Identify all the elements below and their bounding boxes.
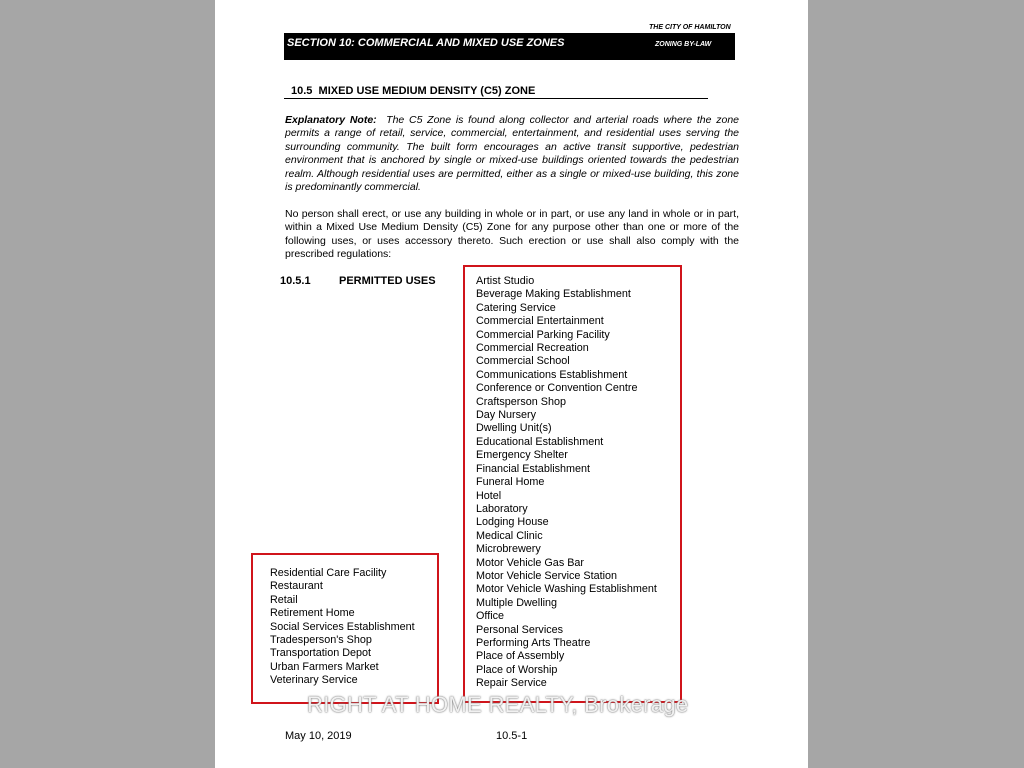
permitted-use-item: Beverage Making Establishment [476,288,631,301]
permitted-use-item: Place of Worship [476,663,558,676]
permitted-use-item: Craftsperson Shop [476,395,567,408]
permitted-use-item: Commercial Parking Facility [476,328,610,341]
zone-number: 10.5 [291,85,313,97]
permitted-use-item: Performing Arts Theatre [476,636,591,649]
zone-heading [291,85,535,97]
permitted-use-item: Social Services Establishment [270,620,415,633]
permitted-use-item: Motor Vehicle Washing Establishment [476,583,657,596]
permitted-use-item: Personal Services [476,623,564,636]
city-label: THE CITY OF HAMILTON [649,24,731,31]
permitted-uses-list-left [270,567,415,688]
permitted-use-item: Educational Establishment [476,435,604,448]
permitted-use-item: Retail [270,593,298,606]
permitted-use-item: Lodging House [476,516,549,529]
zone-heading-underline [284,98,708,99]
explanatory-label: Explanatory Note: [285,114,377,126]
permitted-use-item: Communications Establishment [476,368,628,381]
section-title: SECTION 10: COMMERCIAL AND MIXED USE ZONES [287,37,565,49]
zone-title: MIXED USE MEDIUM DENSITY (C5) ZONE [318,85,536,97]
permitted-use-item: Tradesperson's Shop [270,634,372,647]
permitted-use-item: Multiple Dwelling [476,596,558,609]
permitted-use-item: Conference or Convention Centre [476,382,638,395]
permitted-use-item: Veterinary Service [270,674,358,687]
permitted-use-item: Funeral Home [476,476,545,489]
bylaw-label: ZONING BY-LAW [655,41,712,48]
permitted-uses-list-right [476,275,657,691]
section-header-bar [284,33,735,60]
regulation-paragraph: No person shall erect, or use any building in whole or in part, or use any land in whole or in part, within a Mixed Use Medium Density (C5) Zone for any purpose other than one or more of the following uses, or uses accessory thereto. Such erection or use shall also comply with the prescribed regulations: [285,208,739,261]
footer-page-number: 10.5-1 [496,730,528,742]
permitted-use-item: Retirement Home [270,607,355,620]
permitted-use-item: Urban Farmers Market [270,660,379,673]
permitted-use-item: Financial Establishment [476,462,591,475]
explanatory-text: The C5 Zone is found along collector and arterial roads where the zone permits a range of retail, service, commercial, entertainment, and residential uses serving the surrounding community. The built form encourages an active transit supportive, pedestrian environment that is anchored by single or mixed-use buildings oriented towards the pedestrian realm. Although residential uses are permitted, either as a single or mixed-use building, this zone is predominantly commercial. [285,114,739,194]
permitted-use-item: Residential Care Facility [270,567,387,579]
permitted-use-item: Transportation Depot [270,647,372,660]
permitted-use-item: Day Nursery [476,409,536,422]
permitted-use-item: Commercial Recreation [476,342,589,355]
permitted-use-item: Emergency Shelter [476,449,568,462]
permitted-uses-number: 10.5.1 [280,275,311,287]
permitted-use-item: Office [476,610,505,623]
permitted-use-item: Dwelling Unit(s) [476,422,552,435]
permitted-use-item: Hotel [476,489,502,502]
permitted-uses-title: PERMITTED USES [339,275,436,287]
permitted-use-item: Repair Service [476,677,547,690]
permitted-use-item: Place of Assembly [476,650,565,663]
permitted-use-item: Commercial Entertainment [476,315,604,328]
watermark: RIGHT AT HOME REALTY, Brokerage [307,692,689,717]
permitted-use-item: Laboratory [476,502,528,515]
permitted-use-item: Catering Service [476,301,556,314]
permitted-use-item: Medical Clinic [476,529,543,542]
explanatory-note [285,114,739,194]
permitted-use-item: Motor Vehicle Service Station [476,569,618,582]
permitted-use-item: Commercial School [476,355,570,368]
permitted-use-item: Restaurant [270,580,323,593]
permitted-use-item: Microbrewery [476,543,541,556]
permitted-use-item: Motor Vehicle Gas Bar [476,556,585,569]
document-page [215,0,808,768]
footer-date: May 10, 2019 [285,730,352,742]
permitted-use-item: Artist Studio [476,275,535,287]
